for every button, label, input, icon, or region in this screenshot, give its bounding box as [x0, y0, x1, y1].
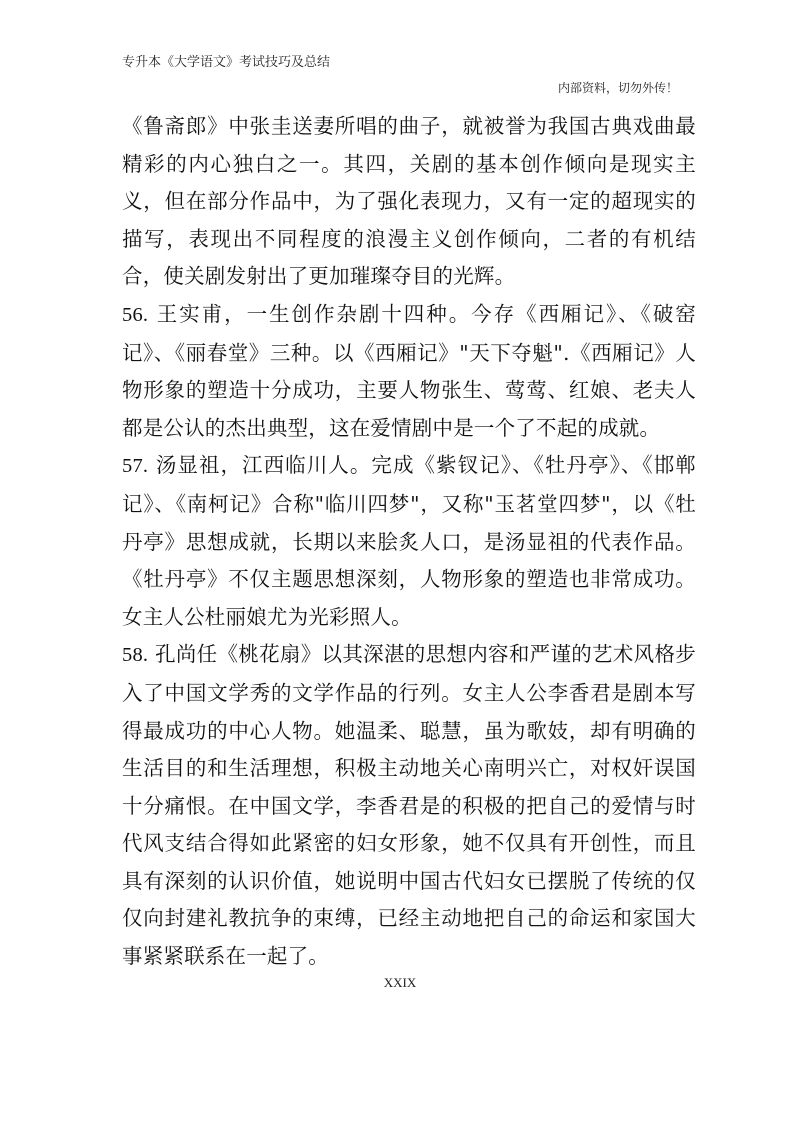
paragraph-55-continued	[122, 108, 696, 296]
document-body	[122, 108, 696, 976]
paragraph-57	[122, 447, 696, 636]
page-number: XXIX	[383, 975, 417, 990]
paragraph-58	[122, 636, 696, 975]
paragraph-number: 57.	[122, 455, 149, 478]
document-header-notice: 内部资料，切勿外传！	[557, 81, 678, 95]
paragraph-text: 《鲁斋郎》中张圭送妻所唱的曲子，就被誉为我国古典戏曲最精彩的内心独白之一。其四，关剧的基本创作倾向是现实主义，但在部分作品中，为了强化表现力，又有一定的超现实的描写，表现出不同程度的浪漫主义创作倾向，二者的有机结合，使关剧发射出了更加璀璨夺目的光辉。	[122, 114, 696, 289]
paragraph-text: 王实甫，一生创作杂剧十四种。今存《西厢记》、《破窑记》、《丽春堂》三种。以《西厢记》"天下夺魁".《西厢记》人物形象的塑造十分成功，主要人物张生、莺莺、红娘、老夫人都是公认的杰出典型，这在爱情剧中是一个了不起的成就。	[122, 301, 697, 440]
document-header-title: 专升本《大学语文》考试技巧及总结	[122, 55, 331, 70]
paragraph-number: 56.	[122, 303, 149, 326]
paragraph-text: 汤显祖，江西临川人。完成《紫钗记》、《牡丹亭》、《邯郸记》、《南柯记》合称"临川四梦"，又称"玉茗堂四梦"，以《牡丹亭》思想成就，长期以来脍炙人口，是汤显祖的代表作品。《牡丹亭》不仅主题思想深刻，人物形象的塑造也非常成功。女主人公杜丽娘尤为光彩照人。	[122, 453, 696, 629]
paragraph-56	[122, 296, 696, 447]
paragraph-number: 58.	[122, 644, 149, 667]
paragraph-text: 孔尚任《桃花扇》以其深湛的思想内容和严谨的艺术风格步入了中国文学秀的文学作品的行列。女主人公李香君是剧本写得最成功的中心人物。她温柔、聪慧，虽为歌妓，却有明确的生活目的和生活理想，积极主动地关心南明兴亡，对权奸误国十分痛恨。在中国文学，李香君是的积极的把自己的爱情与时代风支结合得如此紧密的妇女形象，她不仅具有开创性，而且具有深刻的认识价值，她说明中国古代妇女已摆脱了传统的仅仅向封建礼教抗争的束缚，已经主动地把自己的命运和家国大事紧紧联系在一起了。	[122, 642, 696, 969]
